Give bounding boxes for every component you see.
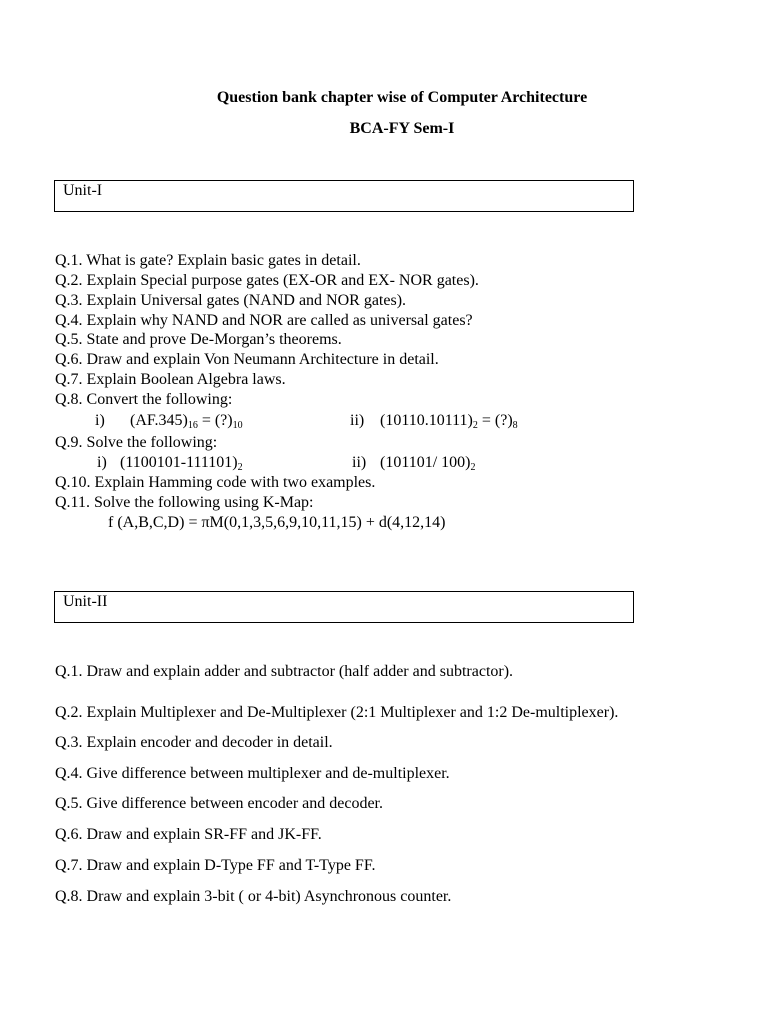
document-title: Question bank chapter wise of Computer Architecture <box>216 89 588 106</box>
unit1-question-11: Q.11. Solve the following using K-Map: <box>55 494 314 511</box>
q9-part-i-label: i) <box>97 454 107 471</box>
unit1-question-8: Q.8. Convert the following: <box>55 391 233 408</box>
unit2-question-6: Q.6. Draw and explain SR-FF and JK-FF. <box>55 826 322 843</box>
unit1-question-5: Q.5. State and prove De-Morgan’s theorems. <box>55 331 342 348</box>
unit2-question-3: Q.3. Explain encoder and decoder in detail. <box>55 734 333 751</box>
unit2-question-7: Q.7. Draw and explain D-Type FF and T-Type FF. <box>55 857 376 874</box>
unit2-question-1: Q.1. Draw and explain adder and subtractor (half adder and subtractor). <box>55 663 514 680</box>
unit2-question-2: Q.2. Explain Multiplexer and De-Multiplexer (2:1 Multiplexer and 1:2 De-multiplexer). <box>55 704 619 721</box>
unit1-question-6: Q.6. Draw and explain Von Neumann Architecture in detail. <box>55 351 439 368</box>
q8-part-i-label: i) <box>95 412 105 429</box>
q9-part-i-expression: (1100101-111101)2 <box>120 454 243 473</box>
unit1-question-3: Q.3. Explain Universal gates (NAND and NOR gates). <box>55 292 407 309</box>
unit1-question-10: Q.10. Explain Hamming code with two examples. <box>55 474 376 491</box>
q9-part-ii-label: ii) <box>352 454 367 471</box>
document-subtitle: BCA-FY Sem-I <box>349 120 455 137</box>
unit2-question-8: Q.8. Draw and explain 3-bit ( or 4-bit) Asynchronous counter. <box>55 888 452 905</box>
unit1-question-9: Q.9. Solve the following: <box>55 434 218 451</box>
unit2-heading-box <box>54 591 634 623</box>
unit1-question-11-expression: f (A,B,C,D) = πM(0,1,3,5,6,9,10,11,15) + d(4,12,14) <box>108 514 446 531</box>
q8-part-ii-expression: (10110.10111)2 = (?)8 <box>380 412 518 431</box>
unit1-question-2: Q.2. Explain Special purpose gates (EX-OR and EX- NOR gates). <box>55 272 479 289</box>
unit1-question-1: Q.1. What is gate? Explain basic gates in detail. <box>55 252 361 269</box>
q8-part-i-expression: (AF.345)16 = (?)10 <box>130 412 243 431</box>
unit1-question-4: Q.4. Explain why NAND and NOR are called as universal gates? <box>55 312 473 329</box>
q8-part-ii-label: ii) <box>350 412 365 429</box>
unit1-question-7: Q.7. Explain Boolean Algebra laws. <box>55 371 286 388</box>
unit2-question-5: Q.5. Give difference between encoder and decoder. <box>55 795 383 812</box>
unit1-heading-box <box>54 180 634 212</box>
q9-part-ii-expression: (101101/ 100)2 <box>380 454 476 473</box>
unit2-heading: Unit-II <box>63 593 108 610</box>
unit1-heading: Unit-I <box>63 182 103 199</box>
unit2-question-4: Q.4. Give difference between multiplexer and de-multiplexer. <box>55 765 450 782</box>
